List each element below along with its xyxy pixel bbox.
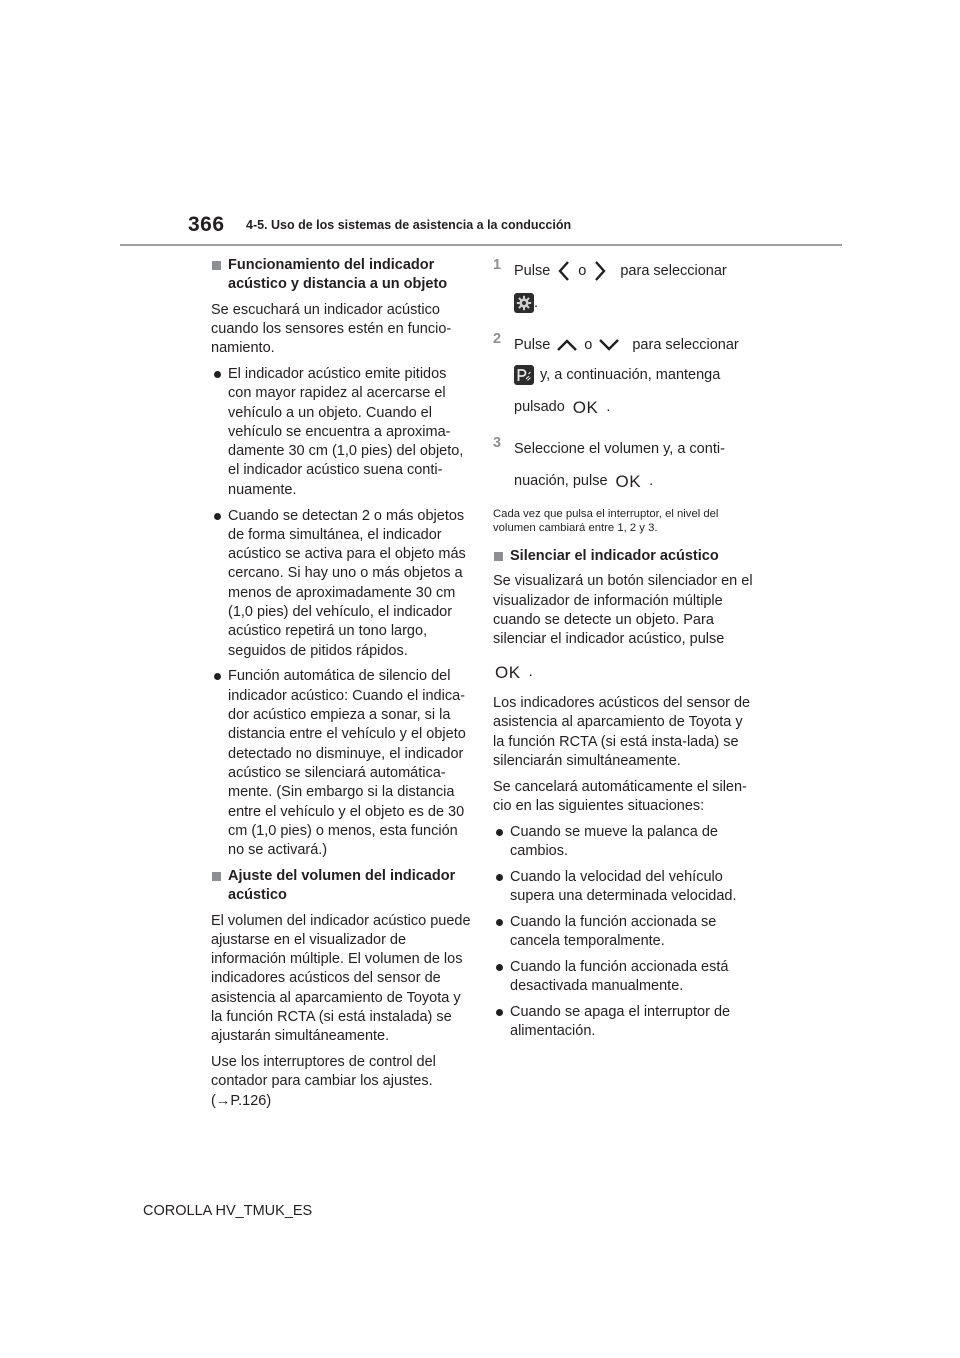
list-item: Cuando la función accionada se cancela temporalmente. xyxy=(493,913,755,952)
square-bullet-icon xyxy=(494,552,503,561)
step-number: 2 xyxy=(493,331,502,347)
step-number: 1 xyxy=(493,257,502,273)
bullet-dot-icon xyxy=(496,829,503,836)
square-bullet-icon xyxy=(212,872,221,881)
subheading-mute: Silenciar el indicador acústico xyxy=(493,547,755,566)
ok-button-icon: OK xyxy=(615,471,642,491)
gear-icon xyxy=(514,293,534,313)
ok-button-icon: OK xyxy=(495,663,521,683)
left-column xyxy=(211,256,473,1117)
paragraph: Se cancelará automáticamente el silen-cio en las siguientes situaciones: xyxy=(493,778,747,814)
bullet-dot-icon xyxy=(496,874,503,881)
bullet-dot-icon xyxy=(214,513,221,520)
section-title: 4-5. Uso de los sistemas de asistencia a la conducción xyxy=(246,218,572,232)
list-item: Cuando se detectan 2 o más objetos de forma simultánea, el indicador acústico se activa para el objeto más cercano. Si hay uno o más objetos a menos de aproximadamente 30 cm (1,0 pies) del vehículo, el indicador acústico repetirá un tono largo, seguidos de pitidos rápidos. xyxy=(211,507,473,661)
footer-model-code: COROLLA HV_TMUK_ES xyxy=(143,1203,313,1219)
page-reference-link[interactable]: (→P.126) xyxy=(211,1092,272,1109)
list-item: Cuando la velocidad del vehículo supera una determinada velocidad. xyxy=(493,868,755,907)
subheading-volume: Ajuste del volumen del indicador acústico xyxy=(211,867,473,906)
chevron-left-icon xyxy=(556,260,572,282)
bullet-dot-icon xyxy=(214,673,221,680)
header-rule xyxy=(120,244,842,246)
bullet-dot-icon xyxy=(496,964,503,971)
page-number: 366 xyxy=(188,213,225,236)
list-item: Cuando la función accionada está desactivada manualmente. xyxy=(493,958,755,997)
step-3: 3 Seleccione el volumen y, a conti- nuación, pulse OK . xyxy=(493,435,725,491)
square-bullet-icon xyxy=(212,261,221,270)
paragraph: Use los interruptores de control del contador para cambiar los ajustes. (→P.126) xyxy=(211,1054,436,1109)
bullet-dot-icon xyxy=(214,371,221,378)
list-item: Cuando se apaga el interruptor de alimentación. xyxy=(493,1003,755,1042)
paragraph: Se escuchará un indicador acústico cuando los sensores estén en funcio-namiento. xyxy=(211,301,452,357)
chevron-right-icon xyxy=(592,260,608,282)
list-item: Cuando se mueve la palanca de cambios. xyxy=(493,823,755,862)
list-item: Función automática de silencio del indicador acústico: Cuando el indica-dor acústico empieza a sonar, si la distancia entre el vehículo y el objeto detectado no disminuye, el indicador acústico se silenciará automática-mente. (Sin embargo si la distancia entre el vehículo y el objeto es de 30 cm (1,0 pies) o menos, esta función no se activará.) xyxy=(211,667,473,860)
volume-note: Cada vez que pulsa el interruptor, el nivel del volumen cambiará entre 1, 2 y 3. xyxy=(493,508,719,534)
subheading-beep-distance: Funcionamiento del indicador acústico y distancia a un objeto xyxy=(211,256,473,295)
ok-button-icon: OK xyxy=(572,397,599,417)
parking-sensor-icon xyxy=(514,365,534,385)
bullet-dot-icon xyxy=(496,919,503,926)
chevron-down-icon xyxy=(598,338,620,352)
list-item: El indicador acústico emite pitidos con mayor rapidez al acercarse el vehículo a un objeto. Cuando el vehículo se encuentra a aproxima-damente 30 cm (1,0 pies) del objeto, el indicador acústico suena conti-nuamente. xyxy=(211,365,473,500)
right-column xyxy=(493,256,755,1048)
bullet-dot-icon xyxy=(496,1009,503,1016)
paragraph: Los indicadores acústicos del sensor de asistencia al aparcamiento de Toyota y la función RCTA (si está insta-lada) se silenciarán simultáneamente. xyxy=(493,694,751,769)
step-number: 3 xyxy=(493,435,502,451)
mute-ok-line: OK . xyxy=(495,663,533,683)
paragraph: El volumen del indicador acústico puede ajustarse en el visualizador de información múltiple. El volumen de los indicadores acústicos del sensor de asistencia al aparcamiento de Toyota y la función RCTA (si está instalada) se ajustarán simultáneamente. xyxy=(211,912,471,1045)
step-2: 2 Pulse o para seleccionar y, a continuación, mantenga pulsado OK . xyxy=(493,331,739,417)
chevron-up-icon xyxy=(556,338,578,352)
paragraph: Se visualizará un botón silenciador en el visualizador de información múltiple cuando se detecte un objeto. Para silenciar el indicador acústico, pulse xyxy=(493,573,753,648)
step-1: 1 Pulse o para seleccionar . xyxy=(493,256,755,320)
